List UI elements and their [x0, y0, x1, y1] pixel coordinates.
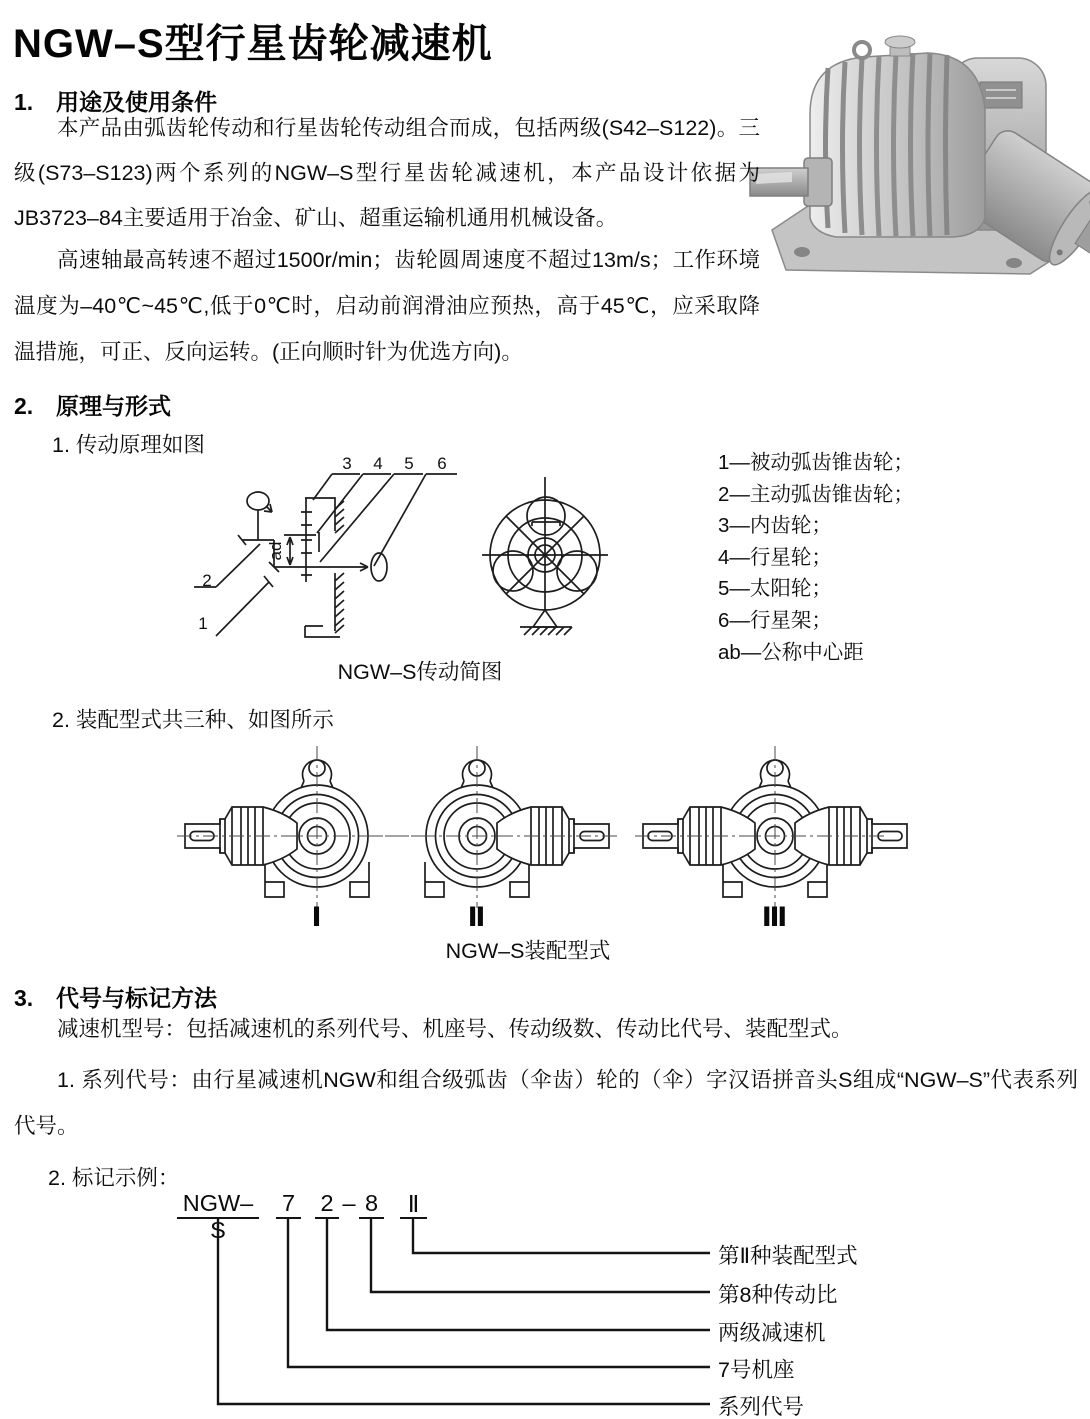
legend-item: 4—行星轮； [718, 545, 832, 569]
legend-item: 6—行星架； [718, 608, 832, 632]
section1-title: 用途及使用条件 [56, 89, 217, 115]
section3-intro: 减速机型号：包括减速机的系列代号、机座号、传动级数、传动比代号、装配型式。 [57, 1017, 853, 1041]
marking-connector-lines [0, 1185, 1090, 1419]
fig1-callout-numbers [198, 454, 446, 633]
photo-finned-housing [810, 53, 985, 237]
fig1-legend [718, 447, 938, 668]
section2-title: 原理与形式 [56, 393, 171, 419]
section3-number: 3. [14, 985, 34, 1011]
code-series: NGW–S [177, 1190, 259, 1219]
marking-label-frame: 7号机座 [718, 1358, 795, 1382]
code-frame-size: 7 [276, 1190, 301, 1219]
legend-item: 1—被动弧齿锥齿轮； [718, 451, 914, 474]
marking-label-series: 系列代号 [718, 1395, 805, 1419]
dim-label-ad: ad [266, 541, 285, 561]
legend-item: 2—主动弧齿锥齿轮； [718, 482, 914, 506]
section3-item-2: 2. 标记示例： [48, 1166, 180, 1190]
marking-label-ratio: 第8种传动比 [718, 1283, 838, 1307]
fig-assembly-type-2 [357, 742, 622, 910]
section3-title: 代号与标记方法 [56, 985, 217, 1011]
callout-2: 2 [202, 571, 212, 590]
section2-subitem-2: 2. 装配型式共三种、如图所示 [52, 708, 334, 732]
legend-item: 3—内齿轮； [718, 514, 832, 538]
section2-heading [14, 388, 171, 421]
code-dash: – [342, 1190, 356, 1216]
page-title: NGW–S型行星齿轮减速机 [13, 22, 493, 66]
fig-assembly-type-3 [630, 742, 920, 910]
fig-transmission-diagram [180, 445, 660, 660]
photo-input-shaft [750, 158, 832, 206]
fig1-linework [194, 474, 608, 637]
callout-6: 6 [437, 454, 447, 473]
section1-number: 1. [14, 89, 34, 115]
photo-top-fittings [854, 36, 915, 58]
product-photo [742, 22, 1086, 278]
assembly-label-3: Ⅲ [761, 902, 789, 932]
code-assembly-type: Ⅱ [400, 1190, 427, 1219]
legend-item: 5—太阳轮； [718, 577, 832, 601]
marking-label-assembly-type: 第Ⅱ种装配型式 [718, 1244, 858, 1268]
fig2-caption: NGW–S装配型式 [445, 939, 611, 963]
fig1-caption: NGW–S传动简图 [337, 660, 503, 684]
callout-4: 4 [373, 454, 383, 473]
callout-5: 5 [404, 454, 414, 473]
section2-number: 2. [14, 393, 34, 419]
assembly-label-1: Ⅰ [311, 902, 323, 932]
section1-paragraph-1: 本产品由弧齿轮传动和行星齿轮传动组合而成，包括两级(S42–S122)。三级(S73–S123)两个系列的NGW–S型行星齿轮减速机，本产品设计依据为JB3723–84主要适用于冶金、矿山、超重运输机通用机械设备。 [14, 116, 760, 230]
code-stages: 2 [315, 1190, 339, 1219]
section3-item-1: 1. 系列代号：由行星减速机NGW和组合级弧齿（伞齿）轮的（伞）字汉语拼音头S组成“NGW–S”代表系列代号。 [14, 1068, 1078, 1138]
legend-item: ab—公称中心距 [718, 640, 864, 664]
assembly-label-2: Ⅱ [467, 902, 487, 932]
section2-subitem-1: 1. 传动原理如图 [52, 433, 205, 457]
section3-heading [14, 980, 217, 1013]
section1-paragraph-2: 高速轴最高转速不超过1500r/min；齿轮圆周速度不超过13m/s；工作环境温度为–40℃~45℃,低于0℃时，启动前润滑油应预热，高于45℃，应采取降温措施，可正、反向运转。(正向顺时针为优选方向)。 [14, 248, 760, 364]
callout-1: 1 [198, 614, 208, 633]
callout-3: 3 [342, 454, 352, 473]
marking-label-stages: 两级减速机 [718, 1321, 826, 1345]
code-ratio: 8 [359, 1190, 384, 1219]
